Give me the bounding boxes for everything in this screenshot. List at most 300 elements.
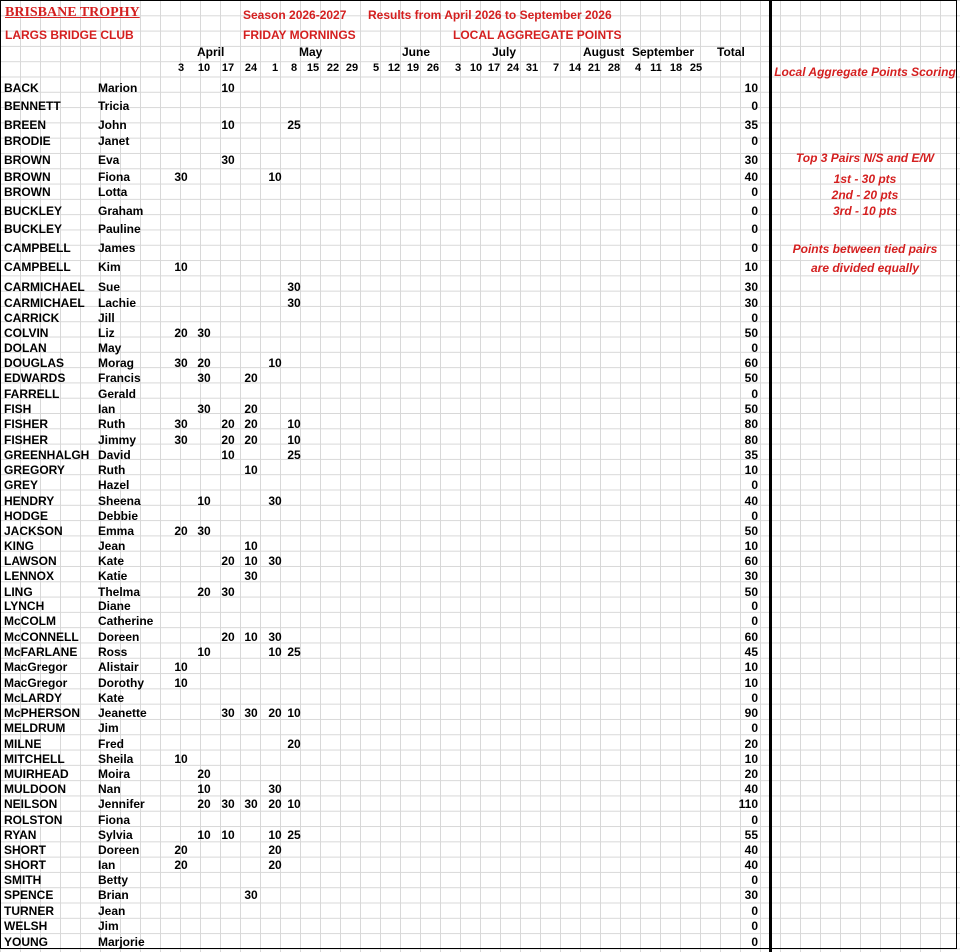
points-cell: 20 xyxy=(174,524,188,538)
points-cell: 10 xyxy=(197,782,211,796)
points-cell: 10 xyxy=(221,81,235,95)
points-cell: 25 xyxy=(287,645,301,659)
points-cell: 25 xyxy=(287,828,301,842)
surname-cell: BENNETT xyxy=(4,99,61,113)
surname-cell: FARRELL xyxy=(4,387,60,401)
points-cell: 10 xyxy=(197,828,211,842)
total-cell: 50 xyxy=(744,326,758,340)
surname-cell: HENDRY xyxy=(4,494,55,508)
table-row xyxy=(0,296,768,311)
firstname-cell: Fiona xyxy=(98,813,130,827)
firstname-cell: Debbie xyxy=(98,509,139,523)
scoring-tied-2: are divided equally xyxy=(810,261,920,275)
date-label: 28 xyxy=(607,62,621,74)
points-cell: 10 xyxy=(287,706,301,720)
firstname-cell: Dorothy xyxy=(98,676,144,690)
table-row xyxy=(0,767,768,782)
surname-cell: McCOLM xyxy=(4,614,56,628)
total-cell: 10 xyxy=(744,752,758,766)
points-cell: 30 xyxy=(174,170,188,184)
points-cell: 10 xyxy=(244,463,258,477)
table-row xyxy=(0,463,768,478)
points-cell: 20 xyxy=(197,767,211,781)
firstname-cell: Doreen xyxy=(98,843,140,857)
surname-cell: HODGE xyxy=(4,509,49,523)
points-cell: 30 xyxy=(221,585,235,599)
table-row xyxy=(0,676,768,691)
total-cell: 0 xyxy=(751,241,758,255)
table-row xyxy=(0,280,768,295)
month-label: July xyxy=(492,45,517,59)
table-row xyxy=(0,645,768,660)
points-cell: 30 xyxy=(268,782,282,796)
firstname-cell: Jean xyxy=(98,539,126,553)
points-cell: 30 xyxy=(221,706,235,720)
points-cell: 20 xyxy=(197,356,211,370)
points-cell: 20 xyxy=(244,417,258,431)
firstname-cell: Jim xyxy=(98,919,119,933)
table-row xyxy=(0,873,768,888)
points-cell: 10 xyxy=(174,260,188,274)
firstname-cell: David xyxy=(98,448,131,462)
firstname-cell: Kim xyxy=(98,260,121,274)
points-cell: 20 xyxy=(221,433,235,447)
surname-cell: JACKSON xyxy=(4,524,63,538)
date-label: 17 xyxy=(487,62,501,74)
surname-cell: McLARDY xyxy=(4,691,63,705)
total-cell: 40 xyxy=(744,782,758,796)
total-cell: 0 xyxy=(751,311,758,325)
table-row xyxy=(0,843,768,858)
points-cell: 10 xyxy=(221,118,235,132)
table-row xyxy=(0,706,768,721)
points-cell: 20 xyxy=(287,737,301,751)
table-row xyxy=(0,813,768,828)
surname-cell: LAWSON xyxy=(4,554,57,568)
points-cell: 30 xyxy=(221,153,235,167)
results-range: Results from April 2026 to September 2026 xyxy=(368,8,612,22)
total-cell: 45 xyxy=(744,645,758,659)
table-row xyxy=(0,782,768,797)
total-cell: 40 xyxy=(744,843,758,857)
surname-cell: SPENCE xyxy=(4,888,54,902)
surname-cell: BREEN xyxy=(4,118,47,132)
points-cell: 10 xyxy=(244,630,258,644)
surname-cell: GREY xyxy=(4,478,39,492)
points-cell: 10 xyxy=(287,433,301,447)
total-cell: 50 xyxy=(744,371,758,385)
scoring-third: 3rd - 10 pts xyxy=(832,204,898,218)
points-cell: 30 xyxy=(244,706,258,720)
points-cell: 30 xyxy=(174,433,188,447)
points-cell: 30 xyxy=(244,797,258,811)
points-cell: 30 xyxy=(221,797,235,811)
points-cell: 10 xyxy=(174,676,188,690)
total-cell: 0 xyxy=(751,935,758,949)
points-cell: 30 xyxy=(268,554,282,568)
points-cell: 20 xyxy=(221,417,235,431)
surname-cell: DOUGLAS xyxy=(4,356,64,370)
surname-cell: GREENHALGH xyxy=(4,448,90,462)
total-cell: 0 xyxy=(751,813,758,827)
total-cell: 40 xyxy=(744,858,758,872)
date-label: 1 xyxy=(271,62,279,74)
points-cell: 10 xyxy=(174,660,188,674)
month-label: June xyxy=(402,45,431,59)
firstname-cell: Kate xyxy=(98,554,125,568)
table-row xyxy=(0,888,768,903)
table-row xyxy=(0,721,768,736)
total-cell: 50 xyxy=(744,402,758,416)
table-row xyxy=(0,585,768,600)
date-label: 12 xyxy=(387,62,401,74)
table-row xyxy=(0,341,768,356)
points-cell: 30 xyxy=(197,402,211,416)
table-row xyxy=(0,524,768,539)
firstname-cell: Fred xyxy=(98,737,125,751)
surname-cell: BROWN xyxy=(4,170,51,184)
total-cell: 0 xyxy=(751,509,758,523)
scoring-first: 1st - 30 pts xyxy=(833,172,897,186)
surname-cell: COLVIN xyxy=(4,326,49,340)
total-cell: 0 xyxy=(751,341,758,355)
points-cell: 10 xyxy=(174,752,188,766)
table-row xyxy=(0,691,768,706)
total-cell: 80 xyxy=(744,417,758,431)
surname-cell: RYAN xyxy=(4,828,37,842)
points-cell: 30 xyxy=(268,494,282,508)
table-row xyxy=(0,170,768,185)
total-cell: 0 xyxy=(751,185,758,199)
firstname-cell: Jill xyxy=(98,311,115,325)
table-row xyxy=(0,797,768,812)
surname-cell: LYNCH xyxy=(4,599,45,613)
points-cell: 10 xyxy=(244,554,258,568)
table-row xyxy=(0,752,768,767)
surname-cell: MELDRUM xyxy=(4,721,66,735)
total-cell: 50 xyxy=(744,524,758,538)
surname-cell: LING xyxy=(4,585,33,599)
firstname-cell: Marjorie xyxy=(98,935,145,949)
points-cell: 20 xyxy=(268,858,282,872)
table-row xyxy=(0,919,768,934)
firstname-cell: Moira xyxy=(98,767,131,781)
surname-cell: MacGregor xyxy=(4,676,68,690)
date-label: 24 xyxy=(506,62,520,74)
total-cell: 0 xyxy=(751,614,758,628)
surname-cell: TURNER xyxy=(4,904,54,918)
firstname-cell: Alistair xyxy=(98,660,139,674)
surname-cell: BROWN xyxy=(4,185,51,199)
points-cell: 10 xyxy=(221,828,235,842)
surname-cell: FISHER xyxy=(4,433,49,447)
total-cell: 10 xyxy=(744,539,758,553)
total-cell: 35 xyxy=(744,118,758,132)
surname-cell: ROLSTON xyxy=(4,813,63,827)
table-row xyxy=(0,153,768,168)
month-label: September xyxy=(632,45,695,59)
total-cell: 0 xyxy=(751,873,758,887)
firstname-cell: Catherine xyxy=(98,614,154,628)
surname-cell: MUIRHEAD xyxy=(4,767,69,781)
points-cell: 10 xyxy=(244,539,258,553)
firstname-cell: Thelma xyxy=(98,585,141,599)
firstname-cell: May xyxy=(98,341,122,355)
surname-cell: SHORT xyxy=(4,843,46,857)
date-label: 3 xyxy=(177,62,185,74)
total-cell: 60 xyxy=(744,356,758,370)
season-label: Season 2026-2027 xyxy=(243,8,347,22)
surname-cell: NEILSON xyxy=(4,797,58,811)
total-cell: 10 xyxy=(744,676,758,690)
total-cell: 35 xyxy=(744,448,758,462)
surname-cell: McPHERSON xyxy=(4,706,81,720)
firstname-cell: Betty xyxy=(98,873,129,887)
table-row xyxy=(0,417,768,432)
firstname-cell: Gerald xyxy=(98,387,137,401)
surname-cell: McCONNELL xyxy=(4,630,79,644)
date-label: 26 xyxy=(426,62,440,74)
trophy-title: BRISBANE TROPHY xyxy=(5,5,140,20)
firstname-cell: Liz xyxy=(98,326,115,340)
points-cell: 20 xyxy=(221,630,235,644)
total-cell: 10 xyxy=(744,260,758,274)
total-cell: 80 xyxy=(744,433,758,447)
total-cell: 50 xyxy=(744,585,758,599)
column-divider xyxy=(769,0,772,952)
surname-cell: MILNE xyxy=(4,737,42,751)
surname-cell: BUCKLEY xyxy=(4,222,63,236)
table-row xyxy=(0,311,768,326)
table-row xyxy=(0,828,768,843)
total-cell: 10 xyxy=(744,81,758,95)
club-name: LARGS BRIDGE CLUB xyxy=(5,28,134,42)
table-row xyxy=(0,554,768,569)
surname-cell: BUCKLEY xyxy=(4,204,63,218)
firstname-cell: Tricia xyxy=(98,99,130,113)
scoring-tied-1: Points between tied pairs xyxy=(792,242,938,256)
firstname-cell: Katie xyxy=(98,569,128,583)
total-cell: 60 xyxy=(744,554,758,568)
date-label: 31 xyxy=(525,62,539,74)
points-cell: 10 xyxy=(268,356,282,370)
total-cell: 0 xyxy=(751,904,758,918)
surname-cell: GREGORY xyxy=(4,463,65,477)
total-cell: 40 xyxy=(744,494,758,508)
table-row xyxy=(0,356,768,371)
firstname-cell: Ian xyxy=(98,858,116,872)
table-row xyxy=(0,569,768,584)
table-row xyxy=(0,387,768,402)
date-label: 18 xyxy=(669,62,683,74)
points-cell: 10 xyxy=(268,645,282,659)
points-cell: 30 xyxy=(244,888,258,902)
date-label: 21 xyxy=(587,62,601,74)
firstname-cell: Morag xyxy=(98,356,134,370)
points-cell: 20 xyxy=(174,858,188,872)
firstname-cell: Doreen xyxy=(98,630,140,644)
surname-cell: CARRICK xyxy=(4,311,60,325)
firstname-cell: Sheila xyxy=(98,752,134,766)
points-cell: 10 xyxy=(287,417,301,431)
total-cell: 30 xyxy=(744,280,758,294)
points-cell: 20 xyxy=(174,326,188,340)
points-cell: 20 xyxy=(197,585,211,599)
surname-cell: CARMICHAEL xyxy=(4,280,85,294)
total-cell: 60 xyxy=(744,630,758,644)
points-cell: 30 xyxy=(268,630,282,644)
surname-cell: SMITH xyxy=(4,873,42,887)
date-label: 10 xyxy=(197,62,211,74)
points-cell: 20 xyxy=(221,554,235,568)
table-row xyxy=(0,478,768,493)
date-label: 5 xyxy=(372,62,380,74)
total-cell: 0 xyxy=(751,387,758,401)
month-label: April xyxy=(197,45,225,59)
firstname-cell: Jennifer xyxy=(98,797,145,811)
points-cell: 10 xyxy=(197,494,211,508)
points-cell: 20 xyxy=(244,371,258,385)
total-cell: 0 xyxy=(751,721,758,735)
table-row xyxy=(0,241,768,256)
table-row xyxy=(0,858,768,873)
surname-cell: CARMICHAEL xyxy=(4,296,85,310)
table-row xyxy=(0,509,768,524)
surname-cell: MacGregor xyxy=(4,660,68,674)
points-cell: 30 xyxy=(197,524,211,538)
surname-cell: DOLAN xyxy=(4,341,47,355)
table-row xyxy=(0,660,768,675)
table-row xyxy=(0,185,768,200)
firstname-cell: James xyxy=(98,241,136,255)
table-row xyxy=(0,81,768,96)
date-label: 17 xyxy=(221,62,235,74)
total-cell: 55 xyxy=(744,828,758,842)
firstname-cell: Diane xyxy=(98,599,131,613)
date-label: 14 xyxy=(568,62,582,74)
date-label: 15 xyxy=(306,62,320,74)
firstname-cell: Ian xyxy=(98,402,116,416)
date-label: 11 xyxy=(650,62,662,74)
firstname-cell: Lachie xyxy=(98,296,137,310)
total-cell: 0 xyxy=(751,919,758,933)
table-row xyxy=(0,630,768,645)
surname-cell: CAMPBELL xyxy=(4,241,71,255)
firstname-cell: Graham xyxy=(98,204,144,218)
table-row xyxy=(0,371,768,386)
firstname-cell: Pauline xyxy=(98,222,141,236)
firstname-cell: Ruth xyxy=(98,463,126,477)
firstname-cell: John xyxy=(98,118,127,132)
points-cell: 20 xyxy=(268,706,282,720)
surname-cell: LENNOX xyxy=(4,569,55,583)
date-label: 22 xyxy=(326,62,340,74)
total-cell: 0 xyxy=(751,599,758,613)
total-cell: 30 xyxy=(744,153,758,167)
date-label: 8 xyxy=(290,62,298,74)
points-cell: 10 xyxy=(287,797,301,811)
firstname-cell: Hazel xyxy=(98,478,130,492)
total-cell: 0 xyxy=(751,478,758,492)
surname-cell: SHORT xyxy=(4,858,46,872)
firstname-cell: Sue xyxy=(98,280,121,294)
points-cell: 30 xyxy=(244,569,258,583)
surname-cell: CAMPBELL xyxy=(4,260,71,274)
surname-cell: McFARLANE xyxy=(4,645,78,659)
firstname-cell: Jeanette xyxy=(98,706,147,720)
total-cell: 10 xyxy=(744,660,758,674)
surname-cell: WELSH xyxy=(4,919,48,933)
month-label: May xyxy=(299,45,323,59)
points-cell: 20 xyxy=(268,843,282,857)
session-label: FRIDAY MORNINGS xyxy=(243,28,356,42)
points-cell: 25 xyxy=(287,118,301,132)
date-label: 19 xyxy=(406,62,420,74)
points-cell: 25 xyxy=(287,448,301,462)
total-header: Total xyxy=(717,45,745,59)
firstname-cell: Lotta xyxy=(98,185,128,199)
table-row xyxy=(0,539,768,554)
firstname-cell: Jim xyxy=(98,721,119,735)
total-cell: 10 xyxy=(744,463,758,477)
points-cell: 20 xyxy=(244,433,258,447)
total-cell: 0 xyxy=(751,134,758,148)
points-cell: 30 xyxy=(174,356,188,370)
table-row xyxy=(0,737,768,752)
total-cell: 0 xyxy=(751,222,758,236)
total-cell: 40 xyxy=(744,170,758,184)
table-row xyxy=(0,134,768,149)
total-cell: 20 xyxy=(744,767,758,781)
table-row xyxy=(0,433,768,448)
surname-cell: BRODIE xyxy=(4,134,51,148)
points-cell: 10 xyxy=(197,645,211,659)
firstname-cell: Janet xyxy=(98,134,130,148)
points-cell: 10 xyxy=(268,170,282,184)
table-row xyxy=(0,614,768,629)
table-row xyxy=(0,99,768,114)
points-type: LOCAL AGGREGATE POINTS xyxy=(453,28,622,42)
date-label: 29 xyxy=(345,62,359,74)
total-cell: 90 xyxy=(744,706,758,720)
table-row xyxy=(0,904,768,919)
points-cell: 20 xyxy=(197,797,211,811)
points-cell: 30 xyxy=(287,280,301,294)
table-row xyxy=(0,494,768,509)
firstname-cell: Sheena xyxy=(98,494,141,508)
firstname-cell: Marion xyxy=(98,81,138,95)
scoring-heading: Local Aggregate Points Scoring xyxy=(774,65,956,79)
surname-cell: KING xyxy=(4,539,34,553)
points-cell: 30 xyxy=(197,326,211,340)
table-row xyxy=(0,260,768,275)
firstname-cell: Jean xyxy=(98,904,126,918)
total-cell: 30 xyxy=(744,569,758,583)
firstname-cell: Brian xyxy=(98,888,129,902)
firstname-cell: Kate xyxy=(98,691,125,705)
surname-cell: MITCHELL xyxy=(4,752,65,766)
table-row xyxy=(0,222,768,237)
surname-cell: EDWARDS xyxy=(4,371,66,385)
surname-cell: YOUNG xyxy=(4,935,49,949)
firstname-cell: Francis xyxy=(98,371,141,385)
total-cell: 0 xyxy=(751,99,758,113)
table-row xyxy=(0,935,768,950)
table-row xyxy=(0,402,768,417)
date-label: 4 xyxy=(634,62,642,74)
firstname-cell: Ross xyxy=(98,645,128,659)
date-label: 25 xyxy=(689,62,703,74)
